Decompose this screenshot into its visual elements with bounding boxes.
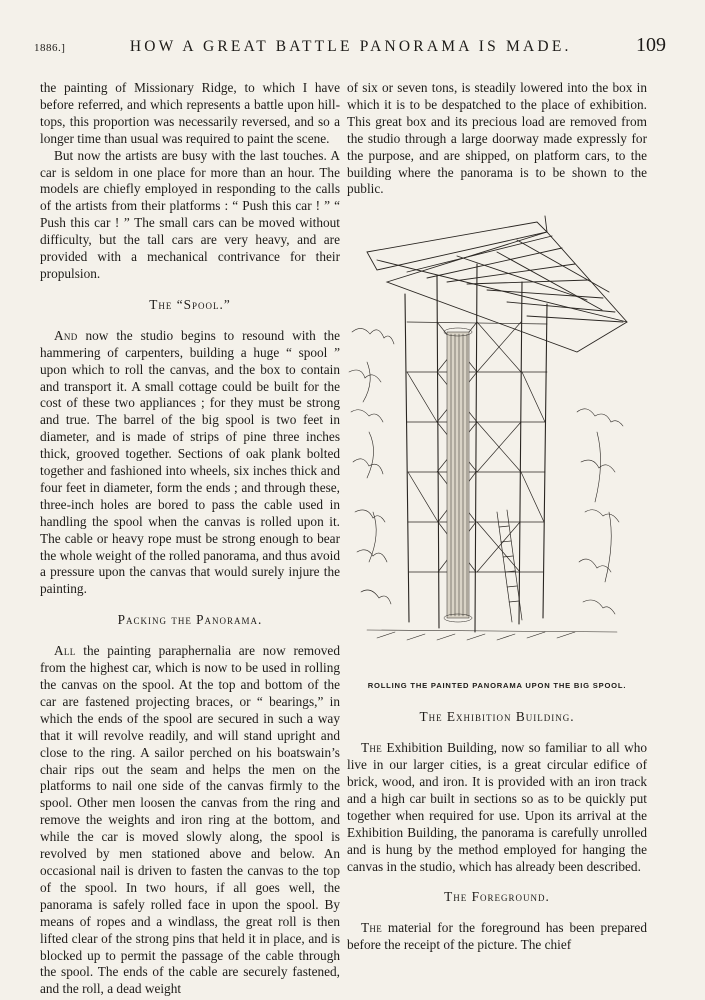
page-number: 109 bbox=[635, 34, 666, 56]
foliage bbox=[577, 409, 623, 614]
section-heading-exhibition: The Exhibition Building. bbox=[419, 709, 575, 725]
running-head-year: 1886.] bbox=[34, 42, 66, 54]
paragraph-text: the painting paraphernalia are now removed from the highest car, which is now to be used in rolling the canvas on the spool. At the top and bottom of the car are fastened projecting braces, or “ bearings,” in which the ends of the spool are secured in such a way that it will revolve readily, and will stand upright and close to the ring. A sailor perched on his boatswain’s chair rips out the seam and helps the men on the platforms to nail one side of the canvas firmly to the spool. Other men loosen the canvas from the ring and remove the weights and iron ring at the bottom, and while the car is moved slowly along, the spool is revolved by men stationed above and below. An occasional nail is driven to fasten the canvas to the top of the spool. In two hours, if all goes well, the panorama is safely rolled face in upon the spool. By means of ropes and a windlass, the great roll is then lifted clear of the strong pins that held it in place, and is blocked up to permit the passage of the cable through the spool. The ends of the cable are securely fastened, and the roll, a dead weight bbox=[40, 643, 340, 997]
running-head bbox=[34, 34, 666, 64]
left-column bbox=[40, 80, 340, 998]
lead-word: The bbox=[361, 740, 383, 756]
section-heading-foreground: The Foreground. bbox=[444, 889, 550, 905]
right-column bbox=[347, 80, 647, 954]
lead-word: The bbox=[361, 920, 383, 936]
paragraph: the painting of Missionary Ridge, to which I have before referred, and which represents a battle upon hill-tops, this proportion was necessarily reversed, and so a longer time than usual was required to paint the scene. bbox=[40, 80, 340, 146]
lead-word: All bbox=[54, 643, 76, 659]
section-heading-spool: The “Spool.” bbox=[149, 296, 231, 312]
paragraph: But now the artists are busy with the last touches. A car is seldom in one place for more than an hour. The models are chiefly employed in responding to the calls of the artists from their platforms : “ Push this car ! ” “ Push this car ! ” The small cars can be moved without difficulty, but the tall cars are very heavy, and are provided with a mechanical contrivance for their propulsion. bbox=[40, 147, 340, 281]
section-heading-packing: Packing the Panorama. bbox=[117, 612, 263, 628]
figure-caption: ROLLING THE PAINTED PANORAMA UPON THE BIG SPOOL. bbox=[367, 681, 627, 691]
paragraph: of six or seven tons, is steadily lowered into the box in which it is to be despatched to the place of exhibition. This great box and its precious load are removed from the studio through a large doorway made expressly for the purpose, and are shipped, on platform cars, to the building where the panorama is to be shown to the public. bbox=[347, 80, 647, 197]
running-head-title: HOW A GREAT BATTLE PANORAMA IS MADE. bbox=[129, 38, 572, 55]
figure-engraving bbox=[347, 212, 647, 674]
engraving-scaffold-spool-icon bbox=[347, 212, 647, 674]
ladder bbox=[497, 510, 522, 622]
paragraph-text: now the studio begins to resound with the hammering of carpenters, building a huge “ spool ” upon which to roll the canvas, and the box to contain and transport it. A small cottage could be built for the cost of these two appliances ; for they must be strong and true. The barrel of the big spool is two feet in diameter, and is made of strips of pine three inches thick, grooved together. Sections of oak plank bolted together and fashioned into wheels, six inches thick and four feet in diameter, form the ends ; and through these, three-inch holes are bored to pass the cable used in handling the spool when the canvas is rolled upon it. The cable or heavy rope must be strong enough to bear the whole weight of the rolled panorama, and thus avoid a pressure upon the canvas that would surely injure the painting. bbox=[40, 327, 340, 597]
paragraph-text: Exhibition Building, now so familiar to all who live in our larger cities, is a great circular edifice of brick, wood, and iron. It is provided with an iron track and a high car built in sections so as to be quickly put together when required for use. Upon its arrival at the Exhibition Building, the panorama is carefully unrolled and is hung by the method employed for hanging the canvas in the studio, which has already been described. bbox=[347, 740, 647, 874]
paragraph bbox=[347, 740, 647, 875]
foliage bbox=[349, 329, 394, 605]
paragraph bbox=[40, 643, 340, 998]
paragraph bbox=[40, 328, 340, 599]
lead-word: And bbox=[54, 327, 78, 343]
spool-roll bbox=[444, 328, 472, 622]
scaffold-tower bbox=[405, 264, 547, 632]
paragraph-text: material for the foreground has been prepared before the receipt of the picture. The chief bbox=[347, 920, 647, 953]
floor bbox=[367, 630, 617, 640]
paragraph bbox=[347, 920, 647, 954]
